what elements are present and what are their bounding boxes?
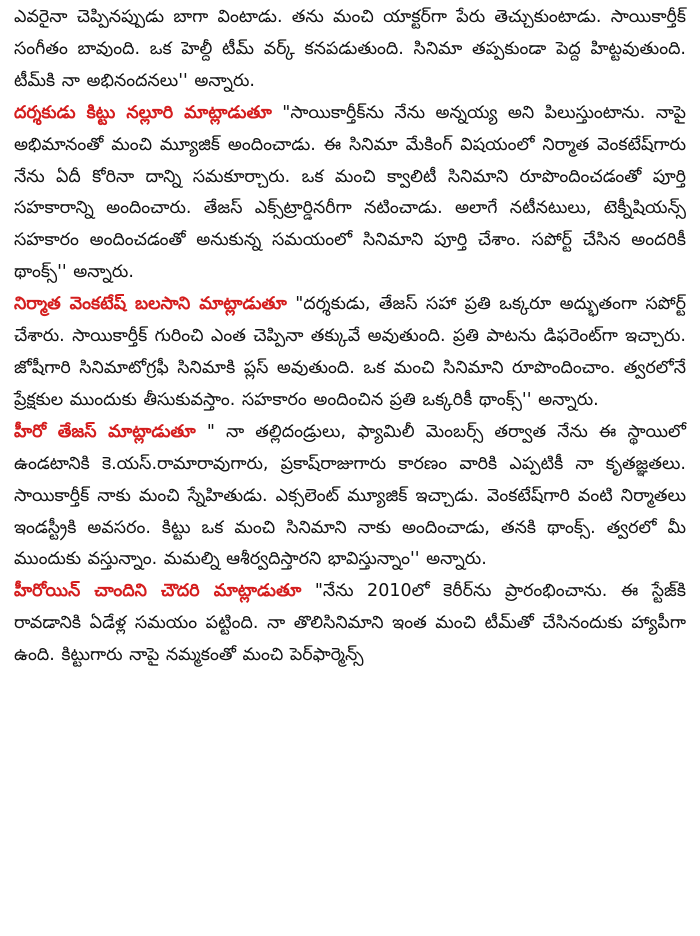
paragraph-text: ఎవరైనా చెప్పినప్పుడు బాగా వింటాడు. తను మంచి యాక్టర్‌గా పేరు తెచ్చుకుంటాడు. సాయికార్తీక్ సంగీతం బావుంది. ఒక హెల్దీ టీమ్ వర్క్ కనపడుతుంది. సినిమా తప్పకుండా పెద్ద హిట్టవుతుంది. టీమ్‌కి నా అభినందనలు'' అన్నారు.	[14, 7, 686, 91]
speaker-label: దర్శకుడు కిట్టు నల్లూరి మాట్లాడుతూ	[14, 102, 272, 123]
article-paragraph	[14, 98, 686, 289]
article-paragraph	[14, 417, 686, 577]
speaker-label: నిర్మాత వెంకటేష్ బలసాని మాట్లాడుతూ	[14, 294, 287, 315]
paragraph-text: "దర్శకుడు, తేజస్ సహా ప్రతి ఒక్కరూ అద్భుతంగా సపోర్ట్ చేశారు. సాయికార్తీక్ గురించి ఎంత చెప్పినా తక్కువే అవుతుంది. ప్రతి పాటను డిఫరెంట్‌గా ఇచ్చారు. జోషీగారి సినిమాటోగ్రఫీ సినిమాకి ప్లస్ అవుతుంది. ఒక మంచి సినిమాని రూపొందించాం. త్వరలోనే ప్రేక్షకుల ముందుకు తీసుకువస్తాం. సహకారం అందించిన ప్రతి ఒక్కరికీ థాంక్స్'' అన్నారు.	[14, 294, 686, 410]
paragraph-text: " నా తల్లిదండ్రులు, ఫ్యామిలీ మెంబర్స్ తర్వాత నేను ఈ స్థాయిలో ఉండటానికి కె.యస్.రామారావుగారు, ప్రకాష్‌రాజుగారు కారణం వారికి ఎప్పటికీ నా కృతజ్ఞతలు. సాయికార్తీక్ నాకు మంచి స్నేహితుడు. ఎక్సలెంట్ మ్యూజిక్ ఇచ్చాడు. వెంకటేష్‌గారి వంటి నిర్మాతలు ఇండస్ట్రీకి అవసరం. కిట్టు ఒక మంచి సినిమాని నాకు అందించాడు, తనకి థాంక్స్. త్వరలో మీ ముందుకు వస్తున్నాం. మమల్ని ఆశీర్వదిస్తారని భావిస్తున్నాం'' అన్నారు.	[14, 421, 686, 570]
speaker-label: హీరో తేజస్ మాట్లాడుతూ	[14, 421, 196, 442]
article-paragraph	[14, 2, 686, 98]
paragraph-text: "నేను 2010లో కెరీర్‌ను ప్రారంభించాను. ఈ స్టేజ్‌కి రావడానికి ఏడేళ్ల సమయం పట్టింది. నా తొలిసినిమాని ఇంత మంచి టీమ్‌తో చేసినందుకు హ్యాపీగా ఉంది. కిట్టుగారు నాపై నమ్మకంతో మంచి పెర్‌ఫార్మెన్స్	[14, 581, 686, 666]
paragraph-text: "సాయికార్తీక్‌ను నేను అన్నయ్య అని పిలుస్తుంటాను. నాపై అభిమానంతో మంచి మ్యూజిక్ అందించాడు. ఈ సినిమా మేకింగ్ విషయంలో నిర్మాత వెంకటేష్‌గారు నేను ఏదీ కోరినా దాన్ని సమకూర్చారు. ఒక మంచి క్వాలిటీ సినిమాని రూపొందించడంతో పూర్తి సహకారాన్ని అందించారు. తేజస్ ఎక్స్‌ట్రార్డినరీగా నటించాడు. అలాగే నటీనటులు, టెక్నీషియన్స్ సహకారం అందించడంతో అనుకున్న సమయంలో సినిమాని పూర్తి చేశాం. సపోర్ట్ చేసిన అందరికీ థాంక్స్'' అన్నారు.	[14, 102, 686, 283]
speaker-label: హీరోయిన్ చాందిని చౌదరి మాట్లాడుతూ	[14, 581, 302, 602]
article-paragraph	[14, 576, 686, 672]
article-paragraph	[14, 289, 686, 417]
